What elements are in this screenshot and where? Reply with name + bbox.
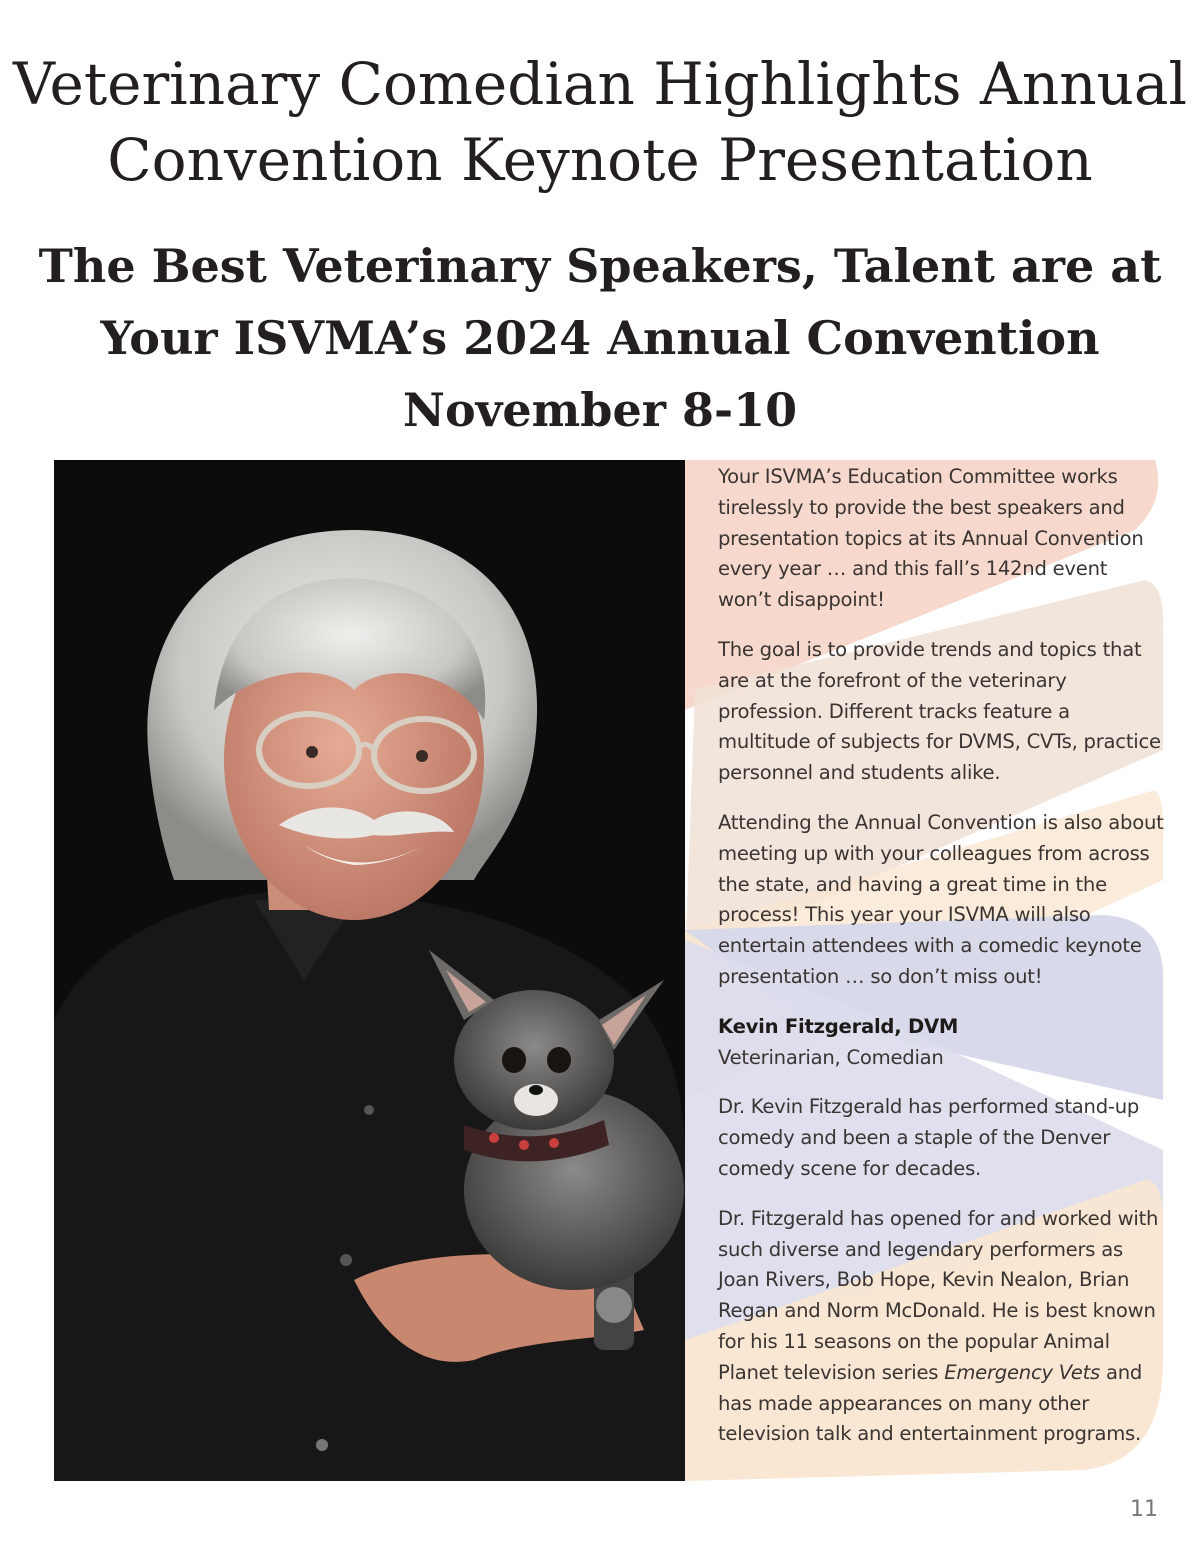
speaker-photo bbox=[54, 460, 685, 1481]
speaker-role: Veterinarian, Comedian bbox=[718, 1045, 944, 1069]
paragraph-5 bbox=[718, 1204, 1166, 1450]
subheadline-line-1: The Best Veterinary Speakers, Talent are at bbox=[38, 239, 1162, 293]
subheadline-line-3: November 8-10 bbox=[402, 383, 798, 437]
headline-line-2: Convention Keynote Presentation bbox=[107, 126, 1093, 194]
paragraph-1: Your ISVMA’s Education Committee works tirelessly to provide the best speakers and presentation topics at its Annual Convention every year … and this fall’s 142nd event won’t disappoint! bbox=[718, 465, 1144, 612]
article-body bbox=[718, 462, 1166, 1469]
show-title: Emergency Vets bbox=[944, 1360, 1101, 1384]
headline bbox=[0, 46, 1200, 198]
paragraph-5-start: Dr. Fitzgerald has opened for and worked with such diverse and legendary performers as Joan Rivers, Bob Hope, Kevin Nealon, Brian Regan and Norm McDonald. He is best known for his 11 seasons on the popular Animal Planet television series bbox=[718, 1206, 1159, 1384]
paragraph-5-end: and has made appearances on many other television talk and entertainment programs. bbox=[718, 1360, 1143, 1446]
headline-line-1: Veterinary Comedian Highlights Annual bbox=[12, 50, 1188, 118]
speaker-with-dog-illustration bbox=[54, 460, 685, 1481]
paragraph-3: Attending the Annual Convention is also about meeting up with your colleagues from across the state, and having a great time in the process! This year your ISVMA will also entertain attendees with a comedic keynote presentation … so don’t miss out! bbox=[718, 810, 1164, 988]
speaker-name: Kevin Fitzgerald, DVM bbox=[718, 1014, 959, 1038]
page-number: 11 bbox=[1130, 1497, 1158, 1522]
subheadline-line-2: Your ISVMA’s 2024 Annual Convention bbox=[100, 311, 1100, 365]
subheadline bbox=[0, 230, 1200, 446]
paragraph-2: The goal is to provide trends and topics that are at the forefront of the veterinary profession. Different tracks feature a multitude of subjects for DVMS, CVTs, practice personnel and students alike. bbox=[718, 637, 1161, 785]
paragraph-4: Dr. Kevin Fitzgerald has performed stand-up comedy and been a staple of the Denver comedy scene for decades. bbox=[718, 1095, 1140, 1180]
